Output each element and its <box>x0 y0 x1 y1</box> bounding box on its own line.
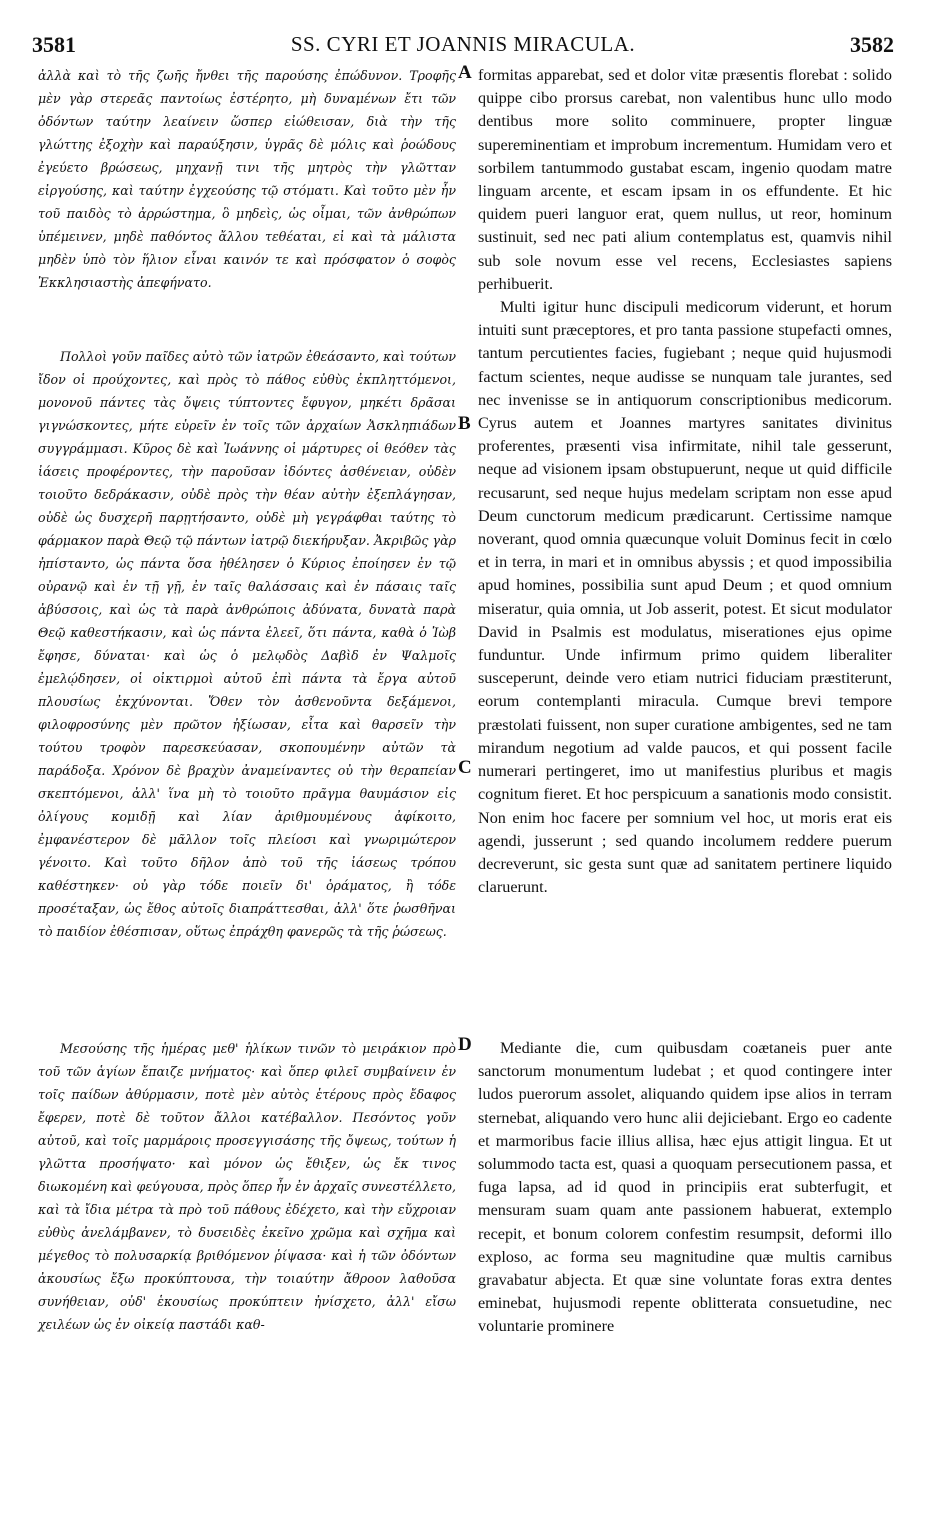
page-header <box>32 32 894 62</box>
greek-paragraph-2: Πολλοὶ γοῦν παῖδες αὐτὸ τῶν ἰατρῶν ἐθεάσαντο, καὶ τούτων ἴδον οἱ προύχοντες, καὶ πρὸς τὸ πάθος εὐθὺς ἐκπληττόμενοι, μονονοῦ πάντες τὰς ὄψεις τύπτοντες ἔφυγον, μηκέτι δρᾶσαι γιγνώσκοντες, μήτε εὑρεῖν ἐν τοῖς τῶν ἀρχαίων Ἀσκληπιάδων συγγράμμασι. Κῦρος δὲ καὶ Ἰωάννης οἱ μάρτυρες οἱ θεόθεν τὰς ἰάσεις προφέροντες, τὴν παροῦσαν ἰδόντες ἀσθένειαν, οὐδὲν τοιοῦτο δεδράκασιν, οὐδὲ πρὸς τὴν θέαν αὐτὴν ἐξεπλάγησαν, οὐδὲ ὡς δυσχερῆ παρῃτήσαντο, οὐδὲ μὴ γεγράφθαι ταύτης τὸ φάρμακον παρὰ Θεῷ τῷ πάντων ἰατρῷ διεκήρυξαν. Ἀκριβῶς γὰρ ἠπίσταντο, ὡς πάντα ὅσα ἠθέλησεν ὁ Κύριος ἐποίησεν ἐν τῷ οὐρανῷ καὶ ἐν τῇ γῇ, ἐν ταῖς θαλάσσαις καὶ ἐν πάσαις ταῖς ἀβύσσοις, καὶ ὡς τὰ παρὰ ἀνθρώποις ἀδύνατα, δυνατὰ παρὰ Θεῷ καθεστήκασιν, καὶ ὡς πάντα ἐλεεῖ, ὅτι πάντα, καθὰ ὁ Ἰὼβ ἔφησε, δύναται· καὶ ὡς ὁ μελῳδὸς Δαβὶδ ἐν Ψαλμοῖς ἐμελῴδησεν, οἱ οἰκτιρμοὶ αὐτοῦ ἐπὶ πάντα τὰ ἔργα αὐτοῦ πλουσίως ἐκχύνονται. Ὅθεν τὸν ἀσθενοῦντα δεξάμενοι, φιλοφροσύνης μὲν πρῶτον ἠξίωσαν, εἶτα καὶ θαρσεῖν τὴν τούτου τροφὸν παρεσκεύασαν, σκοπουμένην αὐτῶν τὰ παράδοξα. Χρόνον δὲ βραχὺν ἀναμείναντες οὐ τὴν θεραπείαν σκεπτόμενοι, ἀλλ' ἵνα μὴ τὸ τοιοῦτο πρᾶγμα θαυμάσιον εἰς ὀλίγους κομιδῇ καὶ λίαν ἀριθμουμένους ἀφίκοιτο, ἐμφανέστερον δὲ μᾶλλον τοῖς πλείοσι καὶ γνωριμώτερον γένοιτο. Καὶ τοῦτο δῆλον ἀπὸ τοῦ τῆς ἰάσεως τρόπου καθέστηκεν· οὐ γὰρ τόδε ποιεῖν δι' ὁράματος, ἢ τόδε προσέταξαν, ὡς ἔθος αὐτοῖς διαπράττεσθαι, ἀλλ' ὅτε ῥωσθῆναι τὸ παιδίον ἐθέσπισαν, οὕτως ἐπράχθη φανερῶς τὰ τῆς ῥώσεως. <box>38 349 456 939</box>
latin-column-part-1 <box>478 64 892 899</box>
latin-paragraph-2: Multi igitur hunc discipuli medicorum viderunt, et horum intuiti sunt præceptores, et pro tanta passione stupefacti omnes, tantum percutientes facies, fugiebant ; neque quid hujusmodi factum scientes, neque audisse se nunquam tale jurantes, sed nec invenisse se in antiquorum conscriptionibus medicorum. Cyrus autem et Joannes martyres sanitates divinitus proferentes, præsenti visa infirmitate, nihil tale gesserunt, neque ad visionem ipsam obstupuerunt, neque ut quid difficile recusarunt, sed neque hujus medelam scriptam non esse apud Deum cunctorum medicum prædicarunt. Certissime namque noverant, quod omnia quæcunque voluit Dominus fecit in cœlo et in terra, in mari et in omnibus abyssis ; et quod impossibilia apud homines, possibilia sunt apud Deum ; et quod omnium miseratur, quia omnia, ut Job asserit, potest. Et sicut modulator David in Psalmis est modulatus, miserationes ejus opime funduntur. Unde infirmum primo quidem liberaliter susceperunt, deinde vero etiam nutrici fiduciam præstiterunt, eorum contemplanti miracula. Cumque brevi tempore præstolati fuissent, non super curatione ambigentes, sed ne tam mirandum negotium ad valde paucos, et qui possent facile numerari pertingeret, imo ut manifestius pluribus et magis cognitum fieret. Et hoc perspicuum a sanationis modo consistit. Non enim hoc facere per somnium vel hoc, ut moris erat eis agendi, jusserunt ; sed quando incolumem reddere puerum decreverunt, sic gesta sunt quæ ad sanitatem pertinere liquido claruerunt. <box>478 298 892 897</box>
section-marker-b: B <box>458 413 471 434</box>
section-marker-c: C <box>458 757 472 778</box>
right-page-number: 3582 <box>850 32 894 57</box>
greek-column-part-1 <box>38 64 456 294</box>
section-marker-a: A <box>458 62 472 83</box>
running-title: SS. CYRI ET JOANNIS MIRACULA. <box>290 32 636 56</box>
greek-column-part-2 <box>38 345 456 943</box>
greek-column-part-3 <box>38 1037 456 1336</box>
left-page-number: 3581 <box>32 32 76 57</box>
latin-paragraph-1: formitas apparebat, sed et dolor vitæ præsentis florebat : solido quippe cibo prorsus carebat, non valentibus hunc ullo modo dentibus more solito comminuere, propter linguæ supereminentiam et improbum incrementum. Humidam vero et sorbilem tantummodo gustabat escam, ingenio quodam matre linguam arcente, et escam ipsam in os effundente. Et hic quidem pueri languor erat, quem nullus, ut reor, hominum sustinuit, sed nec pati alium contemplatus est, quamvis nihil sub sole novum esse vel recens, Ecclesiastes sapiens perhibuerit. <box>478 66 892 293</box>
latin-column-part-2 <box>478 1037 892 1339</box>
greek-paragraph-3: Μεσούσης τῆς ἡμέρας μεθ' ἡλίκων τινῶν τὸ μειράκιον πρὸ τοῦ τῶν ἁγίων ἔπαιζε μνήματος· καὶ ὅπερ φιλεῖ συμβαίνειν ἐν τοῖς παίδων ἀθύρμασιν, ποτὲ μὲν αὐτὸς ἑτέρους πρὸς ἔδαφος ἔφερεν, ποτὲ δὲ τοῦτον ἄλλοι κατέβαλλον. Πεσόντος γοῦν αὐτοῦ, καὶ τοῖς μαρμάροις προσεγγισάσης τῆς ὄψεως, τούτων ἡ γλῶττα προσήψατο· καὶ μόνον ὡς ἔθιξεν, ὡς ἔκ τινος διωκομένη καὶ φεύγουσα, πρὸς ὅπερ ἦν ἐν ἀρχαῖς συνεστέλλετο, καὶ τὰ ἴδια μέτρα τὰ πρὸ τοῦ πάθους ἐδέχετο, καὶ τὴν εὔχροιαν εὐθὺς ἀνελάμβανεν, τὸ δυσειδὲς ἐκεῖνο χρῶμα καὶ σχῆμα καὶ μέγεθος τὸ πολυσαρκίᾳ βριθόμενον ῥίψασα· καὶ ἡ τῶν ὀδόντων ἀκουσίως ἔξω προκύπτουσα, τὴν τοιαύτην ἄθροον λαθοῦσα συνήθειαν, οὐδ' ἑκουσίως προκύπτειν ἠνίσχετο, ἀλλ' εἴσω χειλέων ὡς ἐν οἰκείᾳ παστάδι καθ- <box>38 1041 456 1332</box>
greek-paragraph-1: ἀλλὰ καὶ τὸ τῆς ζωῆς ἤνθει τῆς παρούσης ἐπώδυνον. Τροφῆς μὲν γὰρ στερεᾶς παντοίως ἐστέρητο, μὴ δυναμένων ἔτι τῶν ὀδόντων ταύτην λεαίνειν ὥσπερ εἰώθεισαν, διὰ τὴν τῆς γλώττης ἐξοχὴν καὶ παραύξησιν, ὑγρᾶς δὲ μόλις καὶ ῥοώδους ἐγεύετο βρώσεως, μηχανῇ τινι τῆς μητρὸς τὴν γλῶτταν εἰργούσης, καὶ ταύτην ἐγχεούσης τῷ στόματι. Καὶ τοῦτο μὲν ἦν τοῦ παιδὸς τὸ ἀρρώστημα, ὃ μηδεὶς, ὡς οἶμαι, τῶν ἀνθρώπων ὑπέμεινεν, μηδὲ παθόντος ἄλλου τεθέαται, εἰ καὶ τὰ μάλιστα μηδὲν ὑπὸ τὸν ἥλιον εἶναι καινόν τε καὶ πρόσφατον ὁ σοφὸς Ἐκκλησιαστὴς ἀπεφήνατο. <box>38 68 456 290</box>
section-marker-d: D <box>458 1034 472 1055</box>
latin-paragraph-3: Mediante die, cum quibusdam coætaneis puer ante sanctorum monumentum ludebat ; et quod contingere inter ludos puerorum assolet, aliquando quidem ipse alios in terram sternebat, aliquando vero hunc alii dejiciebant. Ergo eo cadente et marmoribus facie illius allisa, hæc ejus attigit lingua. Et ut solummodo tacta est, quasi a quoquam persecutionem passa, et fuga lapsa, ad id quod in principiis erat subterfugit, et mensuram suam quam ante passionem habuerat, extemplo recepit, et bonum colorem confestim resumpsit, deformi illo exploso, ac forma seu magnitudine quæ multis carnibus gravabatur abjecta. Et quæ sine voluntate foras extra dentes eminebat, hujusmodi repente oblitterata consuetudine, nec voluntarie prominere <box>478 1039 892 1336</box>
